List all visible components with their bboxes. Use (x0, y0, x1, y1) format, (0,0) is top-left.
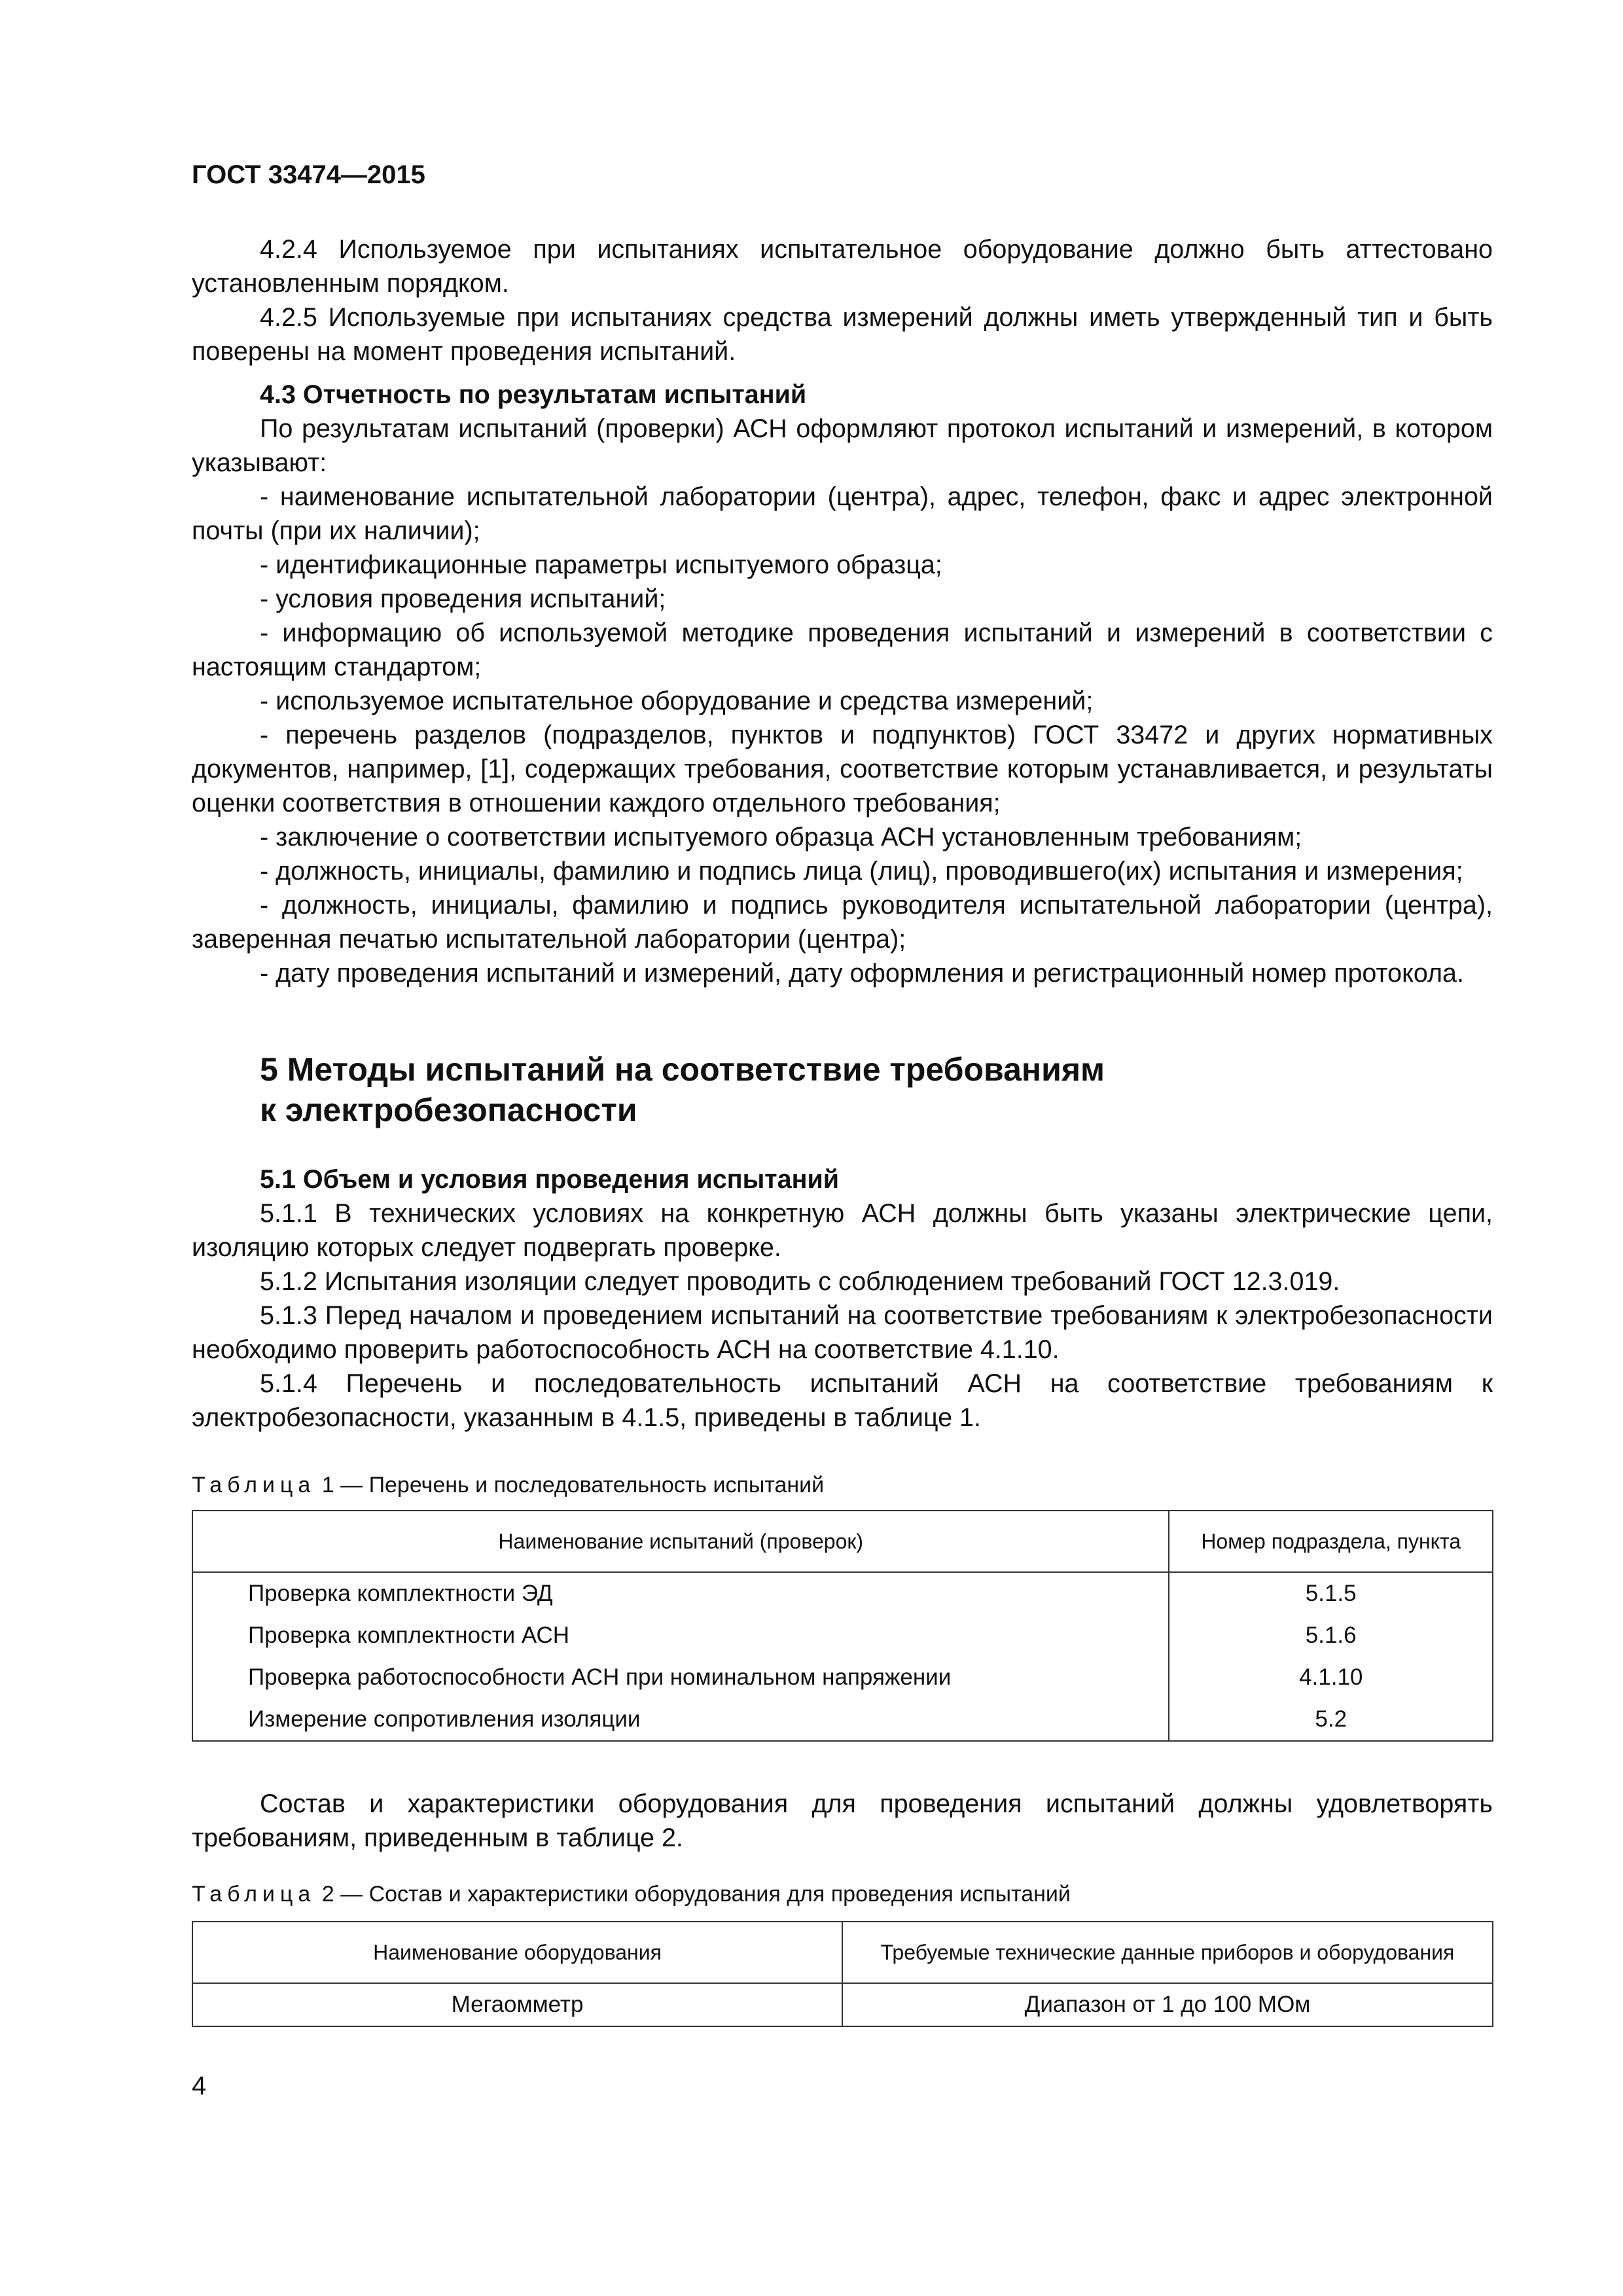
list-item: - идентификационные параметры испытуемого образца; (260, 550, 942, 579)
section-5-text (192, 1162, 1493, 1435)
table-header-cell: Наименование испытаний (проверок) (192, 1511, 1169, 1572)
table-cell: Измерение сопротивления изоляции (192, 1698, 1169, 1741)
table-row (192, 1698, 1493, 1741)
caption-text: 1 — Перечень и последовательность испытаний (321, 1473, 825, 1498)
paragraph: 5.1.4 Перечень и последовательность испытаний АСН на соответствие требованиям к электробезопасности, указанным в 4.1.5, приведены в таблице 1. (192, 1369, 1493, 1432)
table-cell: Проверка работоспособности АСН при номинальном напряжении (192, 1657, 1169, 1698)
list-item: - наименование испытательной лаборатории (центра), адрес, телефон, факс и адрес электронной почты (при их наличии); (192, 482, 1493, 545)
subsection-heading: 5.1 Объем и условия проведения испытаний (260, 1165, 840, 1194)
table-header-cell: Номер подраздела, пункта (1169, 1511, 1493, 1572)
paragraph: 4.2.4 Используемое при испытаниях испытательное оборудование должно быть аттестовано установленным порядком. (192, 235, 1493, 298)
list-item: - условия проведения испытаний; (260, 584, 666, 613)
table-row (192, 1615, 1493, 1657)
table-cell: 5.1.6 (1169, 1615, 1493, 1657)
list-item: - используемое испытательное оборудование и средства измерений; (260, 687, 1094, 715)
table-row (192, 1572, 1493, 1615)
list-item: - должность, инициалы, фамилию и подпись лица (лиц), проводившего(их) испытания и измерения; (260, 857, 1463, 886)
subsection-heading: 4.3 Отчетность по результатам испытаний (260, 380, 807, 409)
table-cell: Проверка комплектности ЭД (192, 1572, 1169, 1615)
list-item: - заключение о соответствии испытуемого образца АСН установленным требованиям; (260, 823, 1302, 852)
section-5-title-line2: к электробезопасности (260, 1092, 637, 1128)
paragraph: По результатам испытаний (проверки) АСН оформляют протокол испытаний и измерений, в котором указывают: (192, 414, 1493, 477)
page-number: 4 (192, 2072, 207, 2100)
table-cell: Проверка комплектности АСН (192, 1615, 1169, 1657)
table-row (192, 1657, 1493, 1698)
list-item: - перечень разделов (подразделов, пунктов и подпунктов) ГОСТ 33472 и других нормативных документов, например, [1], содержащих требования, соответствие которым устанавливается, и результаты оценки соответствия в отношении каждого отдельного требования; (192, 721, 1493, 817)
table-1-caption (192, 1473, 824, 1498)
table-cell: 4.1.10 (1169, 1657, 1493, 1698)
section-5-title (260, 1049, 1372, 1130)
section-4-text (192, 232, 1493, 990)
table-header-cell: Наименование оборудования (192, 1922, 842, 1983)
paragraph: 5.1.1 В технических условиях на конкретную АСН должны быть указаны электрические цепи, изоляцию которых следует подвергать проверке. (192, 1199, 1493, 1262)
table-1 (192, 1510, 1493, 1742)
table-header-cell: Требуемые технические данные приборов и оборудования (842, 1922, 1493, 1983)
list-item: - информацию об используемой методике проведения испытаний и измерений в соответствии с настоящим стандартом; (192, 619, 1493, 681)
table-cell: 5.1.5 (1169, 1572, 1493, 1615)
caption-label: Таблица (192, 1473, 316, 1498)
table-2 (192, 1921, 1493, 2027)
caption-text: 2 — Состав и характеристики оборудования для проведения испытаний (321, 1882, 1071, 1907)
list-item: - дату проведения испытаний и измерений, дату оформления и регистрационный номер протокола. (260, 959, 1464, 988)
paragraph: 4.2.5 Используемые при испытаниях средства измерений должны иметь утвержденный тип и быть поверены на момент проведения испытаний. (192, 303, 1493, 366)
caption-label: Таблица (192, 1882, 316, 1907)
section-5-title-line1: 5 Методы испытаний на соответствие требованиям (260, 1051, 1105, 1088)
paragraph: Состав и характеристики оборудования для проведения испытаний должны удовлетворять требованиям, приведенным в таблице 2. (192, 1789, 1493, 1852)
paragraph: 5.1.2 Испытания изоляции следует проводить с соблюдением требований ГОСТ 12.3.019. (260, 1267, 1340, 1296)
paragraph: 5.1.3 Перед началом и проведением испытаний на соответствие требованиям к электробезопасности необходимо проверить работоспособность АСН на соответствие 4.1.10. (192, 1301, 1493, 1364)
table-cell: 5.2 (1169, 1698, 1493, 1741)
table-row (192, 1983, 1493, 2026)
list-item: - должность, инициалы, фамилию и подпись руководителя испытательной лаборатории (центра), заверенная печатью испытательной лаборатории (центра); (192, 891, 1493, 954)
table-cell: Мегаомметр (192, 1983, 842, 2026)
table-2-caption (192, 1882, 1071, 1907)
table-cell: Диапазон от 1 до 100 МОм (842, 1983, 1493, 2026)
document-header: ГОСТ 33474—2015 (192, 160, 425, 189)
